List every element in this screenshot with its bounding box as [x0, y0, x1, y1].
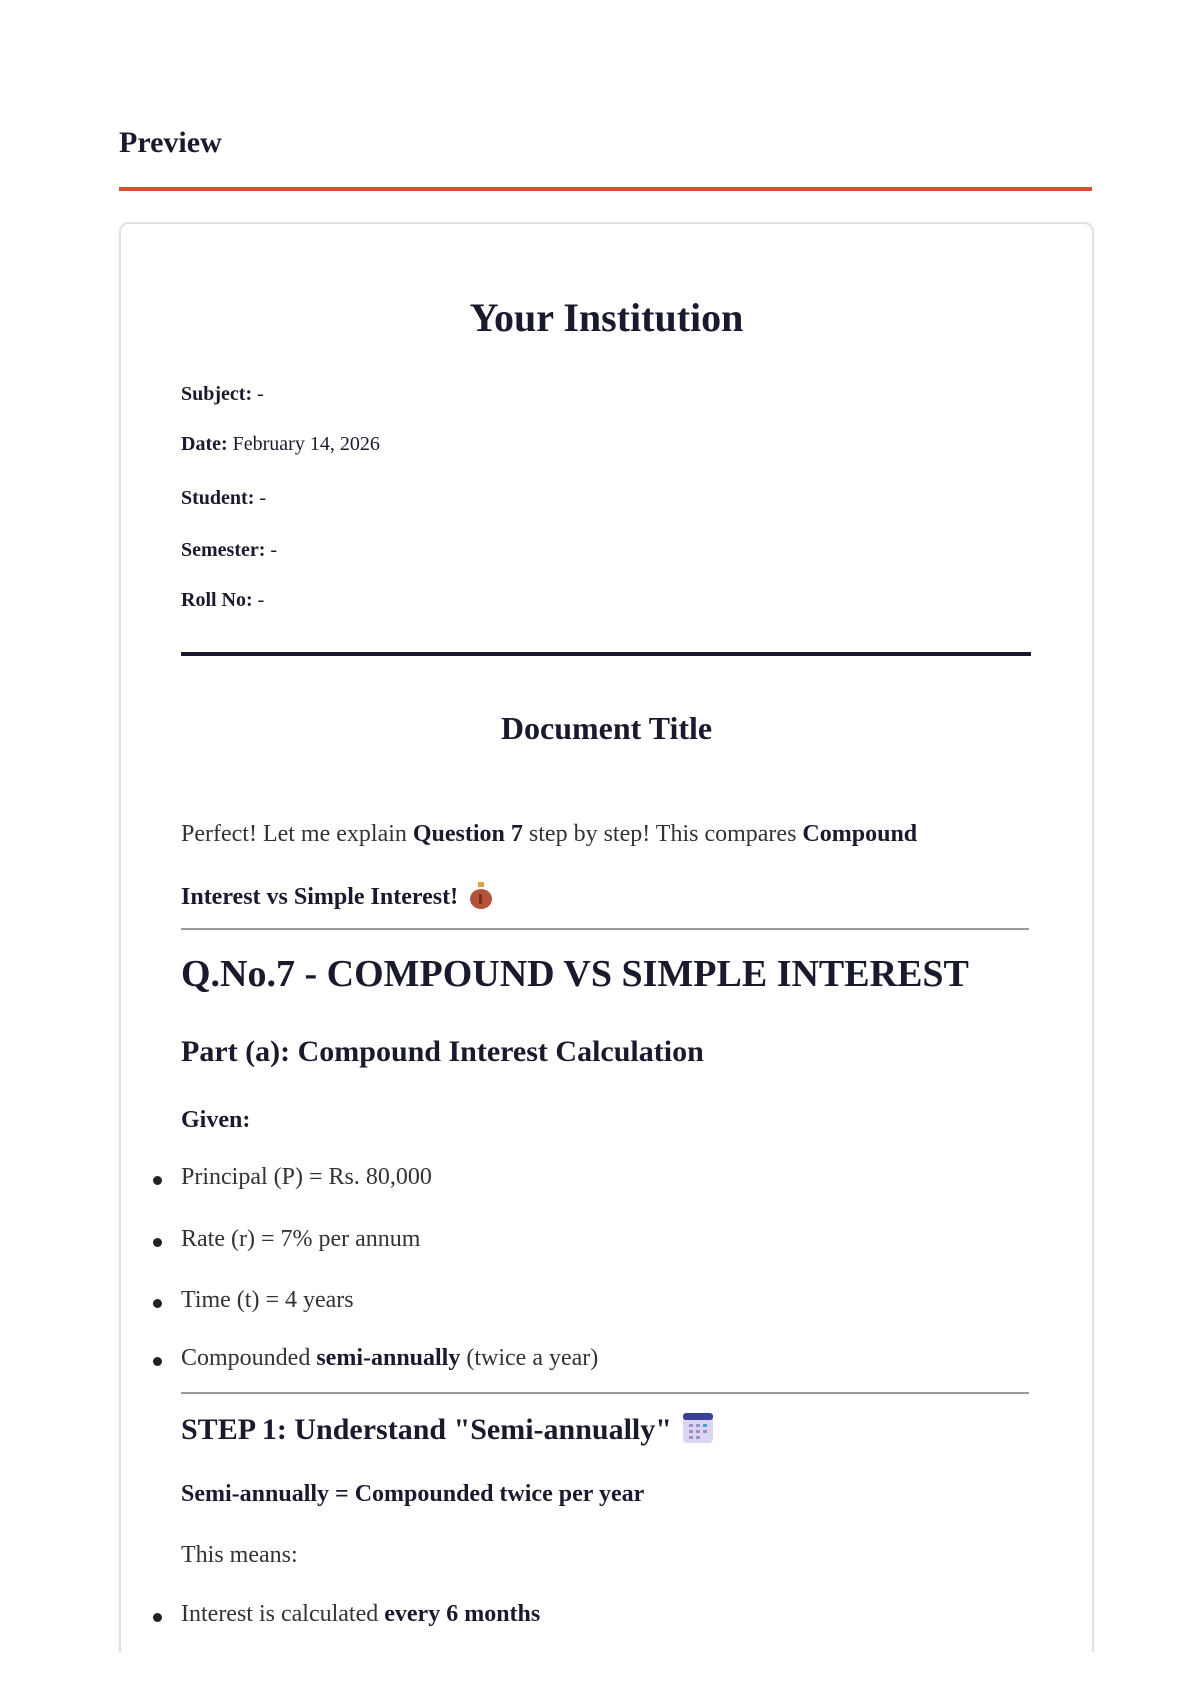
- document-title: Document Title: [500, 710, 713, 746]
- text: Compounded: [181, 1345, 317, 1371]
- calendar-icon: [682, 1411, 714, 1453]
- bullet-icon: [153, 1299, 162, 1308]
- page-bottom-margin: [0, 1652, 1200, 1698]
- meta-label: Roll No:: [181, 589, 253, 611]
- meta-date: [181, 433, 380, 456]
- meta-label: Subject:: [181, 383, 253, 405]
- preview-heading: Preview: [119, 126, 222, 159]
- text: Interest is calculated: [181, 1601, 385, 1627]
- text: step by step! This compares: [522, 821, 803, 847]
- bullet-icon: [153, 1176, 162, 1185]
- meta-value: -: [257, 383, 264, 405]
- header-divider: [119, 187, 1092, 191]
- meta-label: Semester:: [181, 539, 266, 561]
- meta-value: -: [270, 539, 278, 561]
- this-means-label: This means:: [181, 1542, 298, 1568]
- meta-roll-no: [181, 589, 264, 612]
- meta-value: -: [257, 589, 265, 611]
- meta-subject: [181, 383, 264, 406]
- divider: [181, 928, 1029, 930]
- bold-text: Compound: [802, 821, 918, 847]
- divider: [181, 1392, 1029, 1394]
- text: Perfect! Let me explain: [181, 821, 413, 847]
- bold-text: Question 7: [412, 821, 523, 847]
- given-rate: Rate (r) = 7% per annum: [181, 1226, 421, 1252]
- bold-text: semi-annually: [316, 1345, 461, 1371]
- institution-name: Your Institution: [469, 295, 744, 340]
- given-time: Time (t) = 4 years: [181, 1287, 354, 1313]
- semi-annual-definition: Semi-annually = Compounded twice per year: [181, 1481, 645, 1507]
- given-label: Given:: [181, 1107, 251, 1133]
- meta-label: Student:: [181, 487, 255, 509]
- money-bag-icon: [468, 880, 494, 917]
- given-principal: Principal (P) = Rs. 80,000: [181, 1164, 432, 1190]
- given-compounding: [181, 1345, 598, 1372]
- bullet-icon: [153, 1238, 162, 1247]
- intro-line-2: [181, 880, 494, 917]
- question-heading: Q.No.7 - COMPOUND VS SIMPLE INTEREST: [181, 953, 969, 995]
- meta-value: -: [259, 487, 267, 509]
- bullet-icon: [153, 1357, 162, 1366]
- text: (twice a year): [460, 1345, 599, 1371]
- step-1-text: STEP 1: Understand "Semi-annually": [181, 1412, 672, 1446]
- header-separator: [181, 652, 1031, 656]
- meta-value: February 14, 2026: [232, 433, 380, 455]
- part-a-heading: Part (a): Compound Interest Calculation: [181, 1035, 704, 1068]
- step-1-heading: [181, 1411, 714, 1453]
- bullet-icon: [153, 1613, 162, 1622]
- bold-text: every 6 months: [384, 1601, 541, 1627]
- meta-student: [181, 487, 266, 510]
- bold-text: Interest vs Simple Interest!: [181, 884, 459, 911]
- means-item: [181, 1601, 540, 1628]
- meta-semester: [181, 539, 277, 562]
- meta-label: Date:: [181, 433, 228, 455]
- intro-line-1: [181, 821, 917, 848]
